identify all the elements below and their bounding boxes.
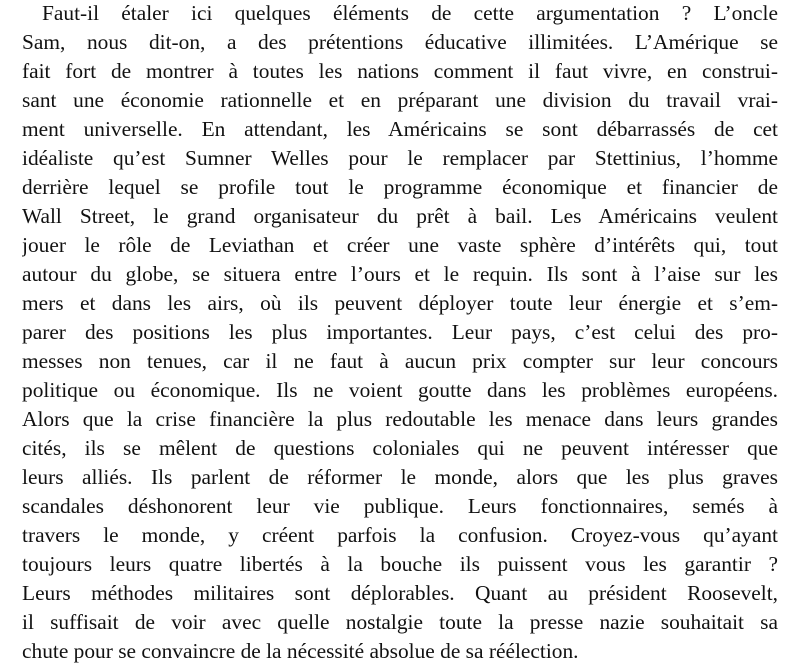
text-line: il suffisait de voir avec quelle nostalgie toute la presse nazie souhaitait sa [22, 610, 778, 634]
text-line: travers le monde, y créent parfois la confusion. Croyez-vous qu’ayant [22, 523, 778, 547]
text-line: ment universelle. En attendant, les Américains se sont débarrassés de cet [22, 117, 778, 141]
text-line: fait fort de montrer à toutes les nations comment il faut vivre, en construi- [22, 59, 778, 83]
text-line: sant une économie rationnelle et en préparant une division du travail vrai- [22, 88, 778, 112]
text-line: Leurs méthodes militaires sont déplorables. Quant au président Roosevelt, [22, 581, 778, 605]
text-line: mers et dans les airs, où ils peuvent déployer toute leur énergie et s’em- [22, 291, 778, 315]
text-line: messes non tenues, car il ne faut à aucun prix compter sur leur concours [22, 349, 778, 373]
text-line: toujours leurs quatre libertés à la bouche ils puissent vous les garantir ? [22, 552, 778, 576]
text-line: autour du globe, se situera entre l’ours et le requin. Ils sont à l’aise sur les [22, 262, 778, 286]
text-line: scandales déshonorent leur vie publique. Leurs fonctionnaires, semés à [22, 494, 778, 518]
text-line: idéaliste qu’est Sumner Welles pour le remplacer par Stettinius, l’homme [22, 146, 778, 170]
document-page [22, 0, 778, 669]
text-line: cités, ils se mêlent de questions coloniales qui ne peuvent intéresser que [22, 436, 778, 460]
text-line-last: chute pour se convaincre de la nécessité absolue de sa réélection. [22, 639, 579, 663]
text-line: Faut-il étaler ici quelques éléments de cette argumentation ? L’oncle [42, 1, 778, 25]
text-line: leurs alliés. Ils parlent de réformer le monde, alors que les plus graves [22, 465, 778, 489]
text-line: jouer le rôle de Leviathan et créer une vaste sphère d’intérêts qui, tout [22, 233, 778, 257]
text-line: Sam, nous dit-on, a des prétentions éducative illimitées. L’Amérique se [22, 30, 778, 54]
text-line: derrière lequel se profile tout le programme économique et financier de [22, 175, 778, 199]
text-line: Alors que la crise financière la plus redoutable les menace dans leurs grandes [22, 407, 778, 431]
text-line: parer des positions les plus importantes. Leur pays, c’est celui des pro- [22, 320, 778, 344]
text-line: politique ou économique. Ils ne voient goutte dans les problèmes européens. [22, 378, 778, 402]
text-line: Wall Street, le grand organisateur du prêt à bail. Les Américains veulent [22, 204, 778, 228]
